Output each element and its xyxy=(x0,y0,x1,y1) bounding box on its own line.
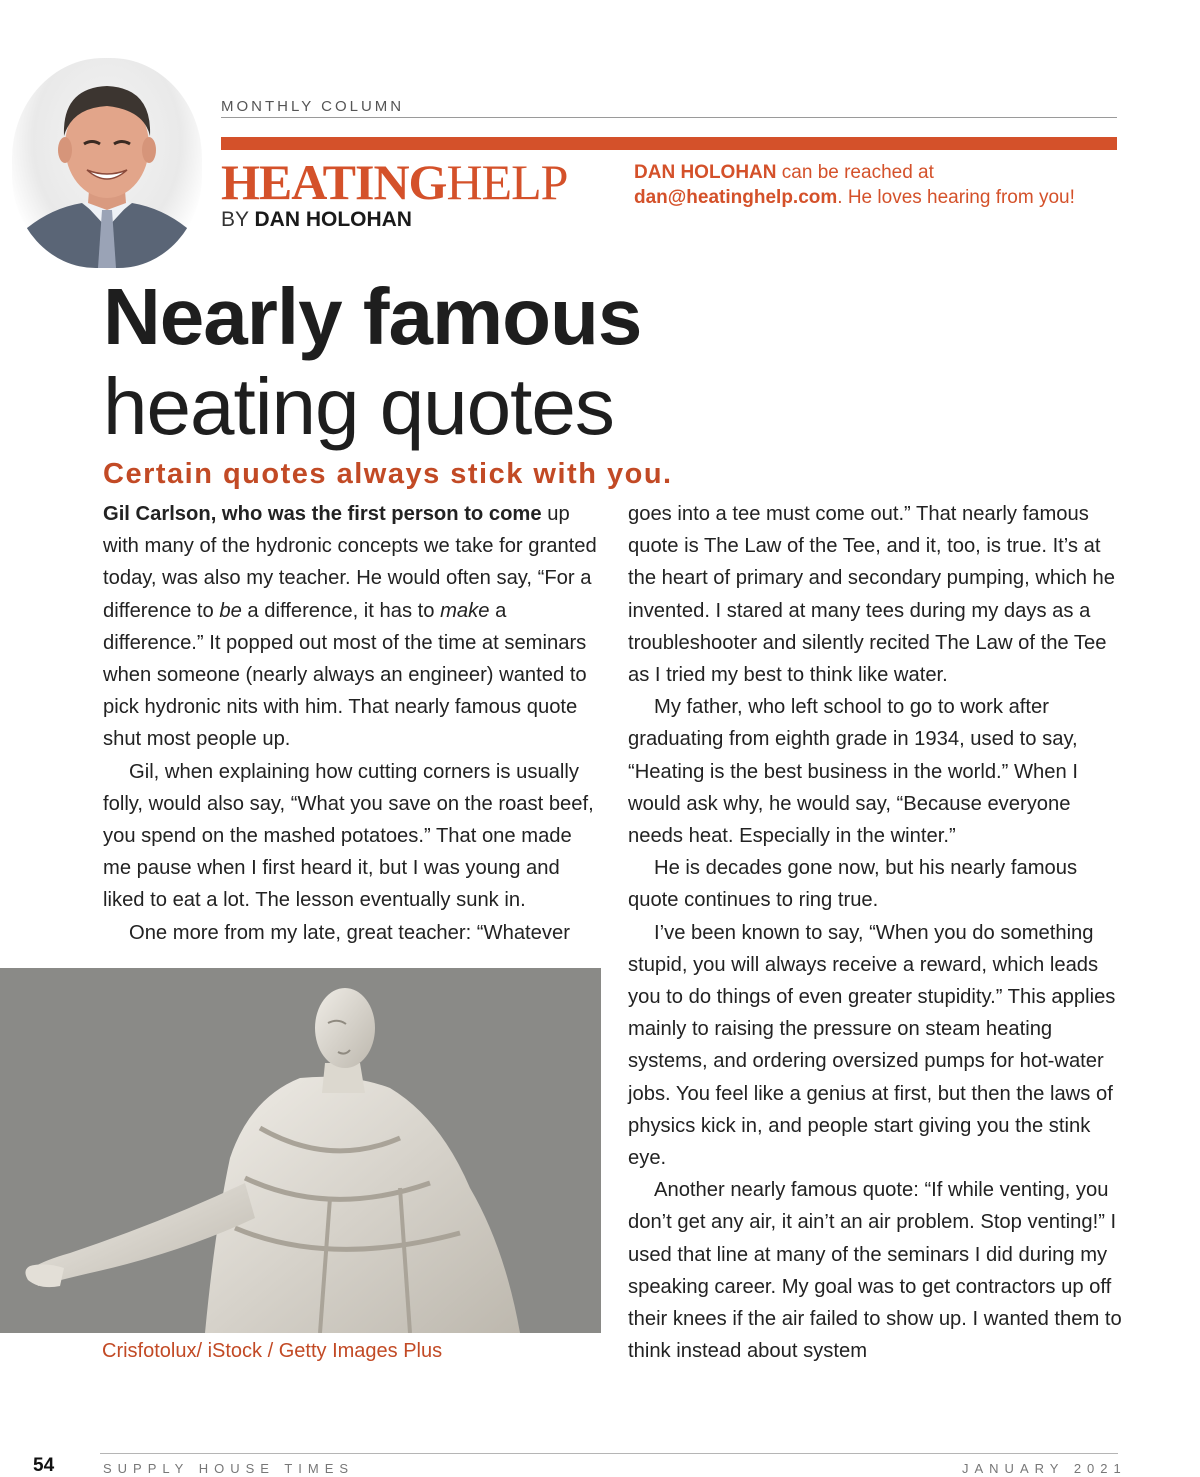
body-paragraph xyxy=(103,498,598,756)
section-label: MONTHLY COLUMN xyxy=(221,98,405,115)
footer-divider xyxy=(100,1453,1118,1454)
statue-illustration xyxy=(0,968,601,1333)
body-text: a difference, it has to xyxy=(241,599,441,622)
body-paragraph: Another nearly famous quote: “If while venting, you don’t get any air, it ain’t an air problem. Stop venting!” I used that line at many of the seminars I did during my speaking career. My goal was to get contractors up off their knees if the air failed to show up. I wanted them to think instead about system xyxy=(628,1179,1122,1363)
author-photo xyxy=(12,58,202,268)
article-right-column xyxy=(628,498,1123,1367)
body-paragraph: Gil, when explaining how cutting corners is usually folly, would also say, “What you save on the roast beef, you spend on the mashed potatoes.” That one made me pause when I first heard it, but I was young and liked to eat a lot. The lesson eventually sunk in. xyxy=(103,760,594,912)
headline-line-2: heating quotes xyxy=(103,362,614,451)
column-logo-help: HELP xyxy=(446,154,568,210)
body-paragraph: One more from my late, great teacher: “Whatever xyxy=(129,921,570,944)
statue-photo xyxy=(0,968,601,1333)
body-paragraph: I’ve been known to say, “When you do something stupid, you will always receive a reward, which leads you to do things of even greater stupidity.” This applies mainly to raising the pressure on steam heating systems, and ordering oversized pumps for hot-water jobs. You feel like a genius at first, but then the laws of physics kick in, and people start giving you the stink eye. xyxy=(628,921,1116,1170)
contact-email-link[interactable]: dan@heatinghelp.com xyxy=(634,187,838,208)
page-number: 54 xyxy=(33,1455,55,1476)
photo-credit: Crisfotolux/ iStock / Getty Images Plus xyxy=(102,1340,443,1362)
body-text: a difference.” It popped out most of the time at seminars when someone (nearly always an engineer) wanted to pick hydronic nits with him. That nearly famous quote shut most people up. xyxy=(103,599,587,751)
contact-name: DAN HOLOHAN xyxy=(634,162,777,183)
byline-prefix: BY xyxy=(221,208,249,231)
body-paragraph: goes into a tee must come out.” That nearly famous quote is The Law of the Tee, and it, too, is true. It’s at the heart of primary and secondary pumping, which he invented. I stared at many tees during my days as a troubleshooter and silently recited The Law of the Tee as I tried my best to think like water. xyxy=(628,503,1116,687)
byline-author: DAN HOLOHAN xyxy=(254,208,412,231)
body-paragraph: He is decades gone now, but his nearly famous quote continues to ring true. xyxy=(628,857,1078,912)
article-left-column xyxy=(103,498,598,949)
column-logo-heating: HEATING xyxy=(221,154,447,210)
byline xyxy=(221,208,412,232)
contact-text-2: . He loves hearing from you! xyxy=(837,187,1075,208)
header-thin-divider xyxy=(221,117,1117,118)
emphasis-text: make xyxy=(440,599,490,622)
lead-in-text: Gil Carlson, who was the first person to come xyxy=(103,503,542,525)
body-paragraph: My father, who left school to go to work after graduating from eighth grade in 1934, used to say, “Heating is the best business in the world.” When I would ask why, he would say, “Because everyone needs heat. Especially in the winter.” xyxy=(628,696,1078,848)
emphasis-text: be xyxy=(219,599,242,622)
header-accent-bar xyxy=(221,137,1117,150)
author-contact-note xyxy=(634,160,1124,210)
subheadline: Certain quotes always stick with you. xyxy=(103,458,673,490)
column-logo xyxy=(221,156,567,208)
publication-name: SUPPLY HOUSE TIMES xyxy=(103,1461,355,1476)
contact-text-1: can be reached at xyxy=(776,162,934,183)
headline-line-1: Nearly famous xyxy=(103,272,642,361)
author-portrait-image xyxy=(12,58,202,268)
issue-date: JANUARY 2021 xyxy=(962,1461,1127,1476)
body-text: up with many of the hydronic concepts we take for granted today, was also my teacher. He would often say, “For a difference to xyxy=(103,503,597,622)
